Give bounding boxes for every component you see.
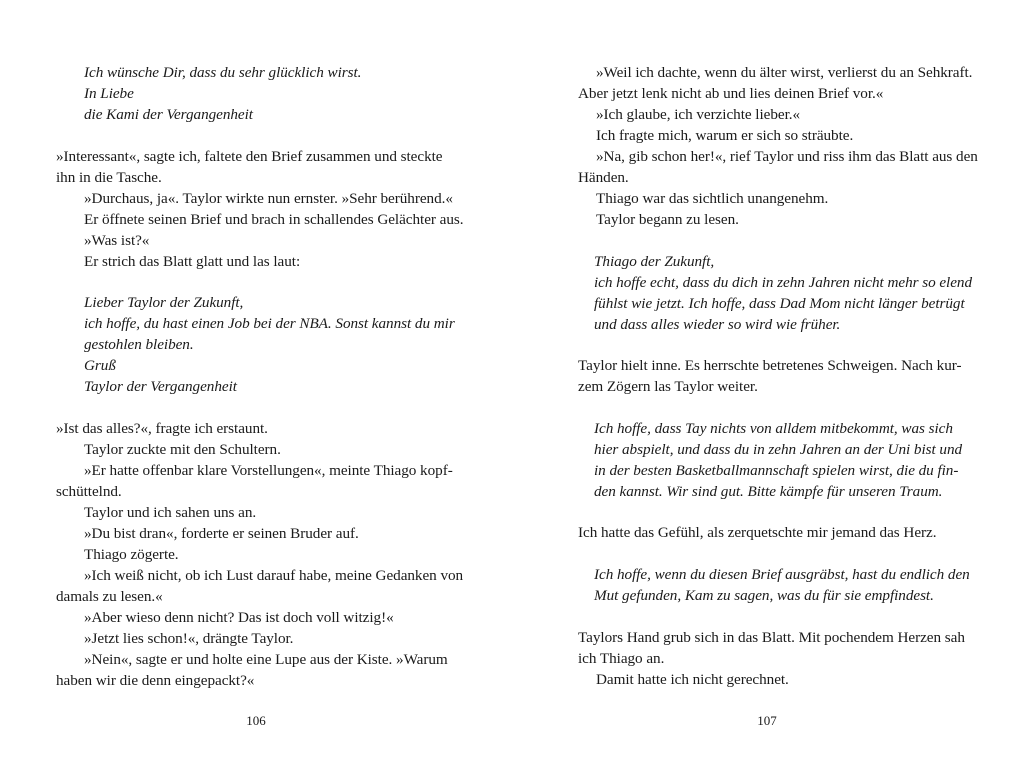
text-line: Händen.	[578, 169, 629, 186]
text-line: Aber jetzt lenk nicht ab und lies deinen Brief vor.«	[578, 85, 884, 102]
text-line: »Ich glaube, ich verzichte lieber.«	[596, 106, 801, 123]
text-line: Ich hoffe, dass Tay nichts von alldem mitbekommt, was sich	[594, 420, 953, 437]
text-line: ihn in die Tasche.	[56, 169, 162, 186]
text-line: Thiago zögerte.	[84, 546, 179, 563]
text-line: Er strich das Blatt glatt und las laut:	[84, 253, 301, 270]
text-line: Taylor begann zu lesen.	[596, 211, 739, 228]
text-line: zem Zögern las Taylor weiter.	[578, 378, 758, 395]
text-line: »Nein«, sagte er und holte eine Lupe aus der Kiste. »Warum	[84, 651, 448, 668]
text-line: Ich fragte mich, warum er sich so sträubte.	[596, 127, 854, 144]
text-line: Taylor zuckte mit den Schultern.	[84, 441, 281, 458]
text-line: Ich wünsche Dir, dass du sehr glücklich wirst.	[84, 64, 362, 81]
text-line: hier abspielt, und dass du in zehn Jahren an der Uni bist und	[594, 441, 963, 458]
text-line: »Na, gib schon her!«, rief Taylor und riss ihm das Blatt aus den	[596, 148, 978, 165]
text-line: die Kami der Vergangenheit	[84, 106, 253, 123]
text-line: Thiago war das sichtlich unangenehm.	[596, 190, 829, 207]
text-line: fühlst wie jetzt. Ich hoffe, dass Dad Mom nicht länger betrügt	[594, 295, 965, 312]
text-line: »Aber wieso denn nicht? Das ist doch voll witzig!«	[84, 609, 394, 626]
text-line: ich Thiago an.	[578, 650, 665, 667]
text-line: »Durchaus, ja«. Taylor wirkte nun ernster. »Sehr berührend.«	[84, 190, 453, 207]
text-line: »Du bist dran«, forderte er seinen Bruder auf.	[84, 525, 359, 542]
text-line: In Liebe	[84, 85, 134, 102]
text-line: haben wir die denn eingepackt?«	[56, 672, 255, 689]
text-line: »Weil ich dachte, wenn du älter wirst, verlierst du an Sehkraft.	[596, 64, 973, 81]
text-line: »Jetzt lies schon!«, drängte Taylor.	[84, 630, 294, 647]
text-line: »Interessant«, sagte ich, faltete den Brief zusammen und steckte	[56, 148, 443, 165]
text-line: Thiago der Zukunft,	[594, 253, 715, 270]
text-line: »Ich weiß nicht, ob ich Lust darauf habe, meine Gedanken von	[84, 567, 464, 584]
text-line: »Ist das alles?«, fragte ich erstaunt.	[56, 420, 268, 437]
text-line: Gruß	[84, 357, 116, 374]
text-line: Er öffnete seinen Brief und brach in schallendes Gelächter aus.	[84, 211, 464, 228]
text-line: Taylor der Vergangenheit	[84, 378, 237, 395]
text-line: »Er hatte offenbar klare Vorstellungen«, meinte Thiago kopf-	[84, 462, 453, 479]
text-line: Ich hatte das Gefühl, als zerquetschte mir jemand das Herz.	[578, 524, 937, 541]
right-page	[510, 0, 1020, 779]
text-line: damals zu lesen.«	[56, 588, 163, 605]
text-line: in der besten Basketballmannschaft spielen wirst, die du fin-	[594, 462, 959, 479]
text-line: Taylor und ich sahen uns an.	[84, 504, 257, 521]
text-line: gestohlen bleiben.	[84, 336, 194, 353]
text-line: »Was ist?«	[84, 232, 150, 249]
text-line: und dass alles wieder so wird wie früher.	[594, 316, 841, 333]
text-line: Mut gefunden, Kam zu sagen, was du für sie empfindest.	[594, 587, 934, 604]
text-line: Damit hatte ich nicht gerechnet.	[596, 671, 789, 688]
text-line: ich hoffe, du hast einen Job bei der NBA. Sonst kannst du mir	[84, 315, 455, 332]
page-number: 106	[246, 713, 266, 728]
text-line: Taylor hielt inne. Es herrschte betretenes Schweigen. Nach kur-	[578, 357, 962, 374]
text-line: Ich hoffe, wenn du diesen Brief ausgräbst, hast du endlich den	[594, 566, 970, 583]
text-line: schüttelnd.	[56, 483, 122, 500]
text-line: Taylors Hand grub sich in das Blatt. Mit pochendem Herzen sah	[578, 629, 965, 646]
text-line: ich hoffe echt, dass du dich in zehn Jahren nicht mehr so elend	[594, 274, 973, 291]
text-line: den kannst. Wir sind gut. Bitte kämpfe für unseren Traum.	[594, 483, 943, 500]
page-number: 107	[757, 713, 777, 728]
text-line: Lieber Taylor der Zukunft,	[84, 294, 244, 311]
